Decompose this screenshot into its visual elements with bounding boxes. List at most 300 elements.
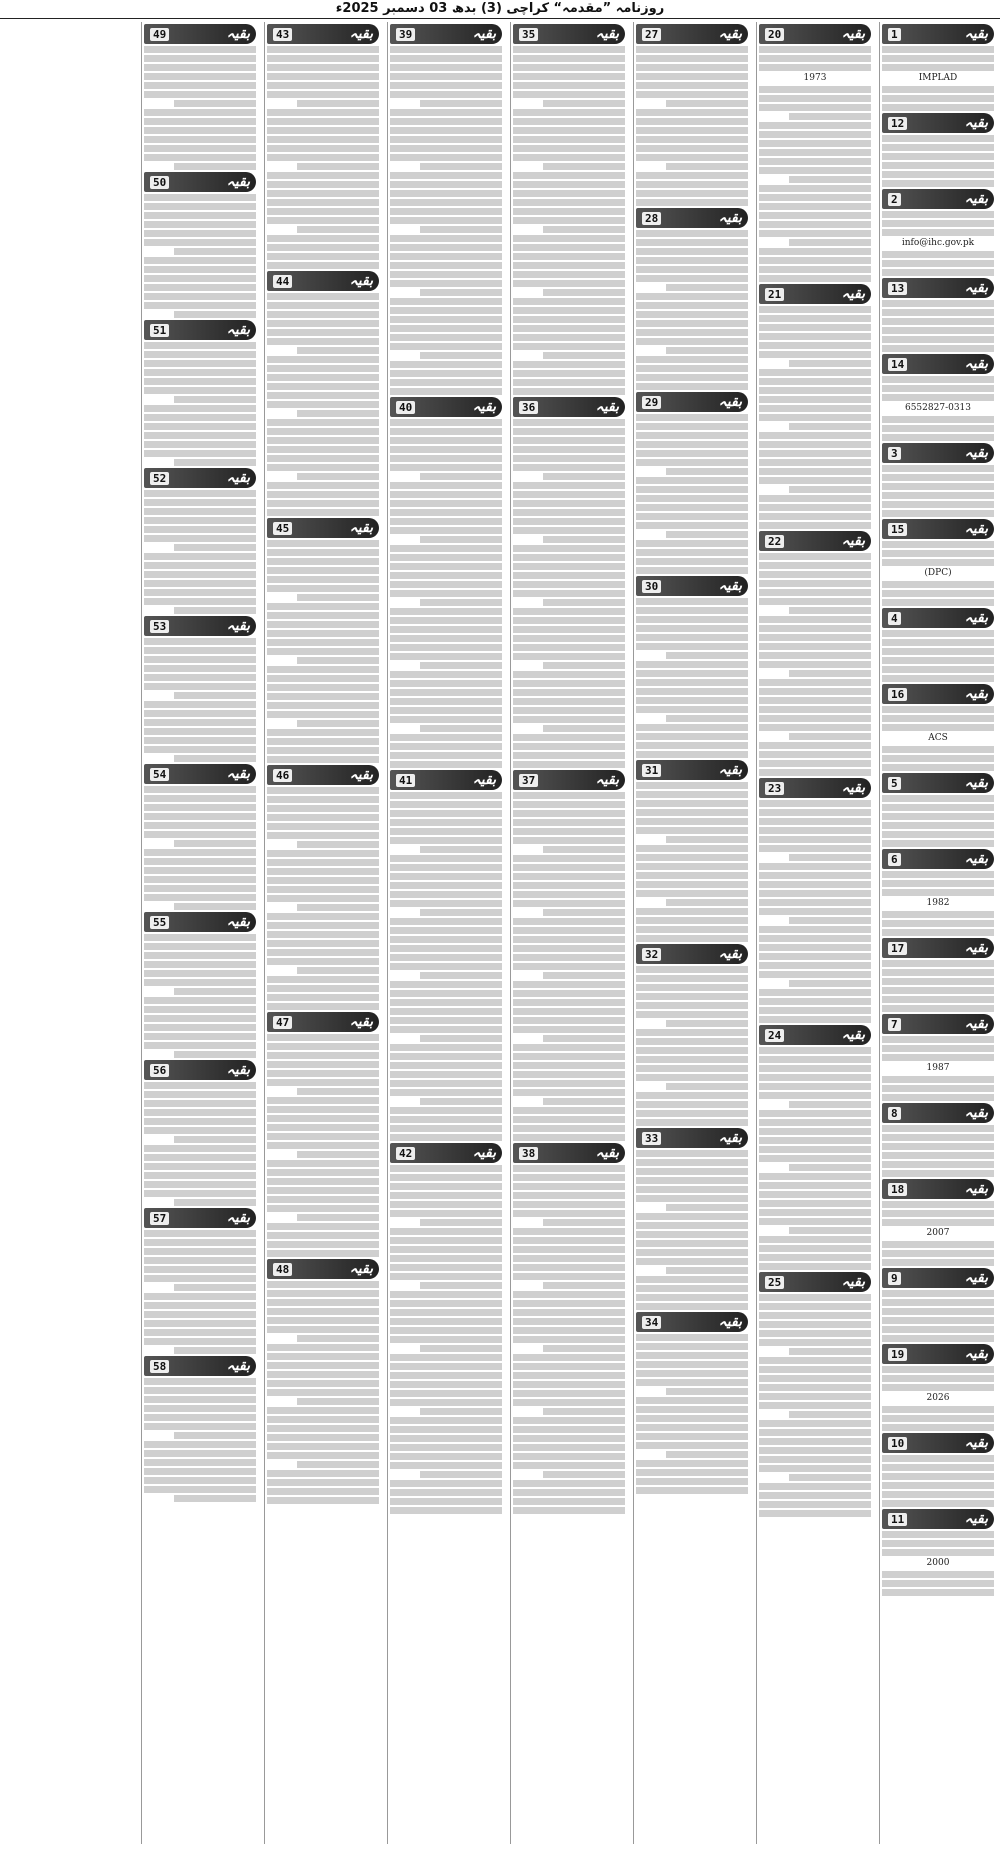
text-line [636,172,748,179]
text-line [144,665,256,672]
text-line [144,961,256,968]
text-line [759,104,871,111]
text-line [636,908,748,915]
text-line [882,929,994,936]
text-line [543,599,625,606]
text-line [759,1321,871,1328]
text-line [144,1015,256,1022]
continuation-number: 47 [273,1016,292,1029]
text-line [759,1375,871,1382]
text-line [144,1468,256,1475]
text-line [759,1200,871,1207]
text-line [267,612,379,619]
text-line [513,891,625,898]
text-line [144,1450,256,1457]
article-body [636,598,748,758]
continuation-word: بقیہ [964,1511,988,1527]
continuation-number: 54 [150,768,169,781]
text-line [759,1182,871,1189]
text-line [267,82,379,89]
text-line [390,181,502,188]
text-line [759,1510,871,1517]
text-line [144,293,256,300]
text-line [759,1016,871,1023]
continuation-word: بقیہ [964,356,988,372]
text-line [267,329,379,336]
text-line [267,1034,379,1041]
text-line [513,1237,625,1244]
text-line [390,437,502,444]
continuation-number: 2 [888,193,901,206]
continuation-word: بقیہ [472,772,496,788]
text-line [267,127,379,134]
text-line [636,504,748,511]
text-line [513,1462,625,1469]
text-line [636,1406,748,1413]
text-line [636,1361,748,1368]
continuation-number: 33 [642,1132,661,1145]
continuation-number: 8 [888,1107,901,1120]
text-line [543,972,625,979]
continuation-tag [636,1312,748,1332]
text-line [666,1083,748,1090]
text-line [543,846,625,853]
text-line [390,1507,502,1514]
text-line [267,181,379,188]
text-line [390,527,502,534]
text-line [390,1318,502,1325]
text-line [144,786,256,793]
text-line [267,1290,379,1297]
text-line [636,82,748,89]
text-line [759,495,871,502]
text-line [666,652,748,659]
continuation-tag [513,24,625,44]
text-line [390,1462,502,1469]
text-line [174,1136,256,1143]
continuation-number: 14 [888,358,907,371]
text-line [390,482,502,489]
text-line [513,1426,625,1433]
text-line [636,975,748,982]
continuation-word: بقیہ [964,191,988,207]
text-line [759,1429,871,1436]
text-line [882,1241,994,1248]
text-line [636,127,748,134]
continuation-number: 22 [765,535,784,548]
text-line [144,1459,256,1466]
text-line [882,715,994,722]
text-line [513,936,625,943]
text-line [267,392,379,399]
text-line [390,127,502,134]
text-line [513,1435,625,1442]
text-line [390,810,502,817]
text-line [636,558,748,565]
text-line [882,300,994,307]
text-line [267,64,379,71]
text-line [144,894,256,901]
text-line [420,909,502,916]
text-line [513,990,625,997]
continuation-tag [636,944,748,964]
text-line [759,459,871,466]
text-line [267,374,379,381]
text-line [420,846,502,853]
text-line [759,1339,871,1346]
text-line [267,994,379,1001]
text-line [267,1070,379,1077]
text-line [267,1178,379,1185]
text-line [144,1127,256,1134]
text-line [636,365,748,372]
article-body [636,414,748,574]
text-line [513,671,625,678]
text-line [636,827,748,834]
text-line [759,1047,871,1054]
text-line [513,109,625,116]
text-line [390,698,502,705]
continuation-tag [882,1103,994,1123]
article-body [759,1047,871,1270]
continuation-tag [882,1433,994,1453]
text-line [759,477,871,484]
text-line [144,795,256,802]
continuation-word: بقیہ [964,1105,988,1121]
text-line [513,55,625,62]
text-line [759,715,871,722]
text-line [267,1196,379,1203]
text-line [636,890,748,897]
continuation-number: 50 [150,176,169,189]
text-line [759,899,871,906]
text-line [882,1406,994,1413]
continuation-word: بقیہ [349,1014,373,1030]
continuation-number: 40 [396,401,415,414]
text-line [390,1071,502,1078]
text-line [144,109,256,116]
text-line [267,1380,379,1387]
text-line [390,954,502,961]
text-line [144,674,256,681]
text-line [267,859,379,866]
text-line [882,1326,994,1333]
text-line [759,1384,871,1391]
article-body [882,376,994,441]
text-line [636,1195,748,1202]
text-line [759,266,871,273]
text-line [267,262,379,269]
continuation-number: 4 [888,612,901,625]
text-line [882,1094,994,1101]
text-line [174,840,256,847]
continuation-number: 23 [765,782,784,795]
text-line [513,752,625,759]
continuation-tag [882,519,994,539]
text-line [390,316,502,323]
text-line [513,653,625,660]
text-line [513,680,625,687]
text-line [267,46,379,53]
text-line [636,311,748,318]
text-line [144,598,256,605]
text-line [759,315,871,322]
text-line [390,1255,502,1262]
text-line [759,935,871,942]
text-line [759,1366,871,1373]
text-line [513,1309,625,1316]
text-line [759,1438,871,1445]
text-line [882,1036,994,1043]
continuation-tag [144,320,256,340]
inline-snippet: IMPLAD [918,73,958,83]
text-line [390,1435,502,1442]
text-line [666,100,748,107]
text-line [636,854,748,861]
text-line [390,1053,502,1060]
text-line [267,1003,379,1010]
text-line [513,1480,625,1487]
text-line [759,926,871,933]
text-line [636,91,748,98]
text-line [882,1290,994,1297]
text-line [882,1500,994,1507]
article-body [390,46,502,395]
text-line [174,544,256,551]
text-line [759,836,871,843]
text-line [144,302,256,309]
text-line [513,190,625,197]
text-line [390,990,502,997]
text-line [882,1482,994,1489]
text-line [666,284,748,291]
text-line [390,644,502,651]
text-line [636,109,748,116]
text-line [513,154,625,161]
continuation-tag [759,1272,871,1292]
text-line [759,414,871,421]
text-line [759,1263,871,1270]
continuation-number: 55 [150,916,169,929]
text-line [882,1210,994,1217]
text-line [636,1231,748,1238]
text-line [267,1232,379,1239]
column-3 [633,22,750,1844]
text-line [882,889,994,896]
text-line [789,854,871,861]
continuation-number: 57 [150,1212,169,1225]
continuation-number: 51 [150,324,169,337]
text-line [759,598,871,605]
text-line [267,729,379,736]
text-line [882,394,994,401]
text-line [513,954,625,961]
text-line [513,262,625,269]
text-line [513,1372,625,1379]
article-body [882,871,994,936]
text-line [636,64,748,71]
article-body [882,1125,994,1177]
continuation-number: 9 [888,1272,901,1285]
text-line [267,482,379,489]
text-line [144,1024,256,1031]
text-line [144,1275,256,1282]
text-line [636,966,748,973]
text-line [513,446,625,453]
text-line [267,648,379,655]
text-line [882,581,994,588]
text-line [390,1044,502,1051]
text-line [390,379,502,386]
continuation-tag [513,770,625,790]
text-line [390,343,502,350]
text-line [390,963,502,970]
text-line [390,361,502,368]
text-line [789,113,871,120]
article-body [759,553,871,776]
text-line [636,459,748,466]
text-line [666,1204,748,1211]
text-line [882,1250,994,1257]
text-line [636,356,748,363]
text-line [882,1308,994,1315]
text-line [882,1464,994,1471]
text-line [390,617,502,624]
text-line [882,559,994,566]
text-line [882,1335,994,1342]
text-line [882,1424,994,1431]
text-line [267,976,379,983]
text-line [759,724,871,731]
text-line [882,666,994,673]
text-line [267,1169,379,1176]
continuation-word: بقیہ [841,26,865,42]
text-line [420,289,502,296]
text-line [390,626,502,633]
text-line [144,885,256,892]
continuation-word: بقیہ [841,1027,865,1043]
text-line [390,1107,502,1114]
text-line [390,82,502,89]
text-line [144,145,256,152]
text-line [636,46,748,53]
text-line [267,1443,379,1450]
text-line [297,594,379,601]
text-line [513,864,625,871]
inline-snippet: ACS [928,733,948,743]
text-line [267,931,379,938]
text-line [513,855,625,862]
continuation-number: 38 [519,1147,538,1160]
text-line [267,985,379,992]
text-line [882,162,994,169]
text-line [297,473,379,480]
text-line [420,1345,502,1352]
continuation-tag [390,770,502,790]
text-line [390,792,502,799]
text-line [513,244,625,251]
text-line [390,388,502,395]
text-line [390,689,502,696]
text-line [513,1417,625,1424]
text-line [882,1375,994,1382]
inline-snippet: 1982 [926,898,950,908]
text-line [636,567,748,574]
continuation-number: 10 [888,1437,907,1450]
text-line [636,688,748,695]
continuation-tag [882,113,994,133]
text-line [513,1125,625,1132]
text-line [882,46,994,53]
text-line [267,1133,379,1140]
text-line [666,1020,748,1027]
article-body [882,630,994,682]
text-line [513,464,625,471]
text-line [543,352,625,359]
text-line [882,465,994,472]
text-line [267,711,379,718]
text-line [267,73,379,80]
text-line [759,1119,871,1126]
text-line [882,220,994,227]
article-body [636,782,748,942]
text-line [882,327,994,334]
text-line [759,634,871,641]
text-line [636,1092,748,1099]
text-line [174,1432,256,1439]
text-line [420,1098,502,1105]
text-line [636,782,748,789]
text-line [882,880,994,887]
continuation-number: 21 [765,288,784,301]
text-line [144,562,256,569]
text-line [882,1540,994,1547]
article-body [144,194,256,318]
text-line [390,918,502,925]
text-line [759,800,871,807]
text-line [267,603,379,610]
continuation-word: بقیہ [718,946,742,962]
text-line [297,163,379,170]
text-line [390,900,502,907]
text-line [267,190,379,197]
text-line [759,872,871,879]
text-line [513,1300,625,1307]
text-line [297,720,379,727]
text-line [390,734,502,741]
text-line [636,432,748,439]
text-line [882,599,994,606]
text-line [636,1168,748,1175]
text-line [267,1470,379,1477]
text-line [297,347,379,354]
text-line [297,100,379,107]
text-line [144,1006,256,1013]
continuation-word: بقیہ [595,1145,619,1161]
text-line [789,607,871,614]
text-line [144,831,256,838]
text-line [390,1480,502,1487]
text-line [144,638,256,645]
text-line [390,172,502,179]
continuation-tag [759,531,871,551]
continuation-tag [882,1509,994,1529]
article-body [513,792,625,1141]
article-body [636,1334,748,1494]
text-line [513,981,625,988]
text-line [390,1354,502,1361]
continuation-word: بقیہ [349,520,373,536]
